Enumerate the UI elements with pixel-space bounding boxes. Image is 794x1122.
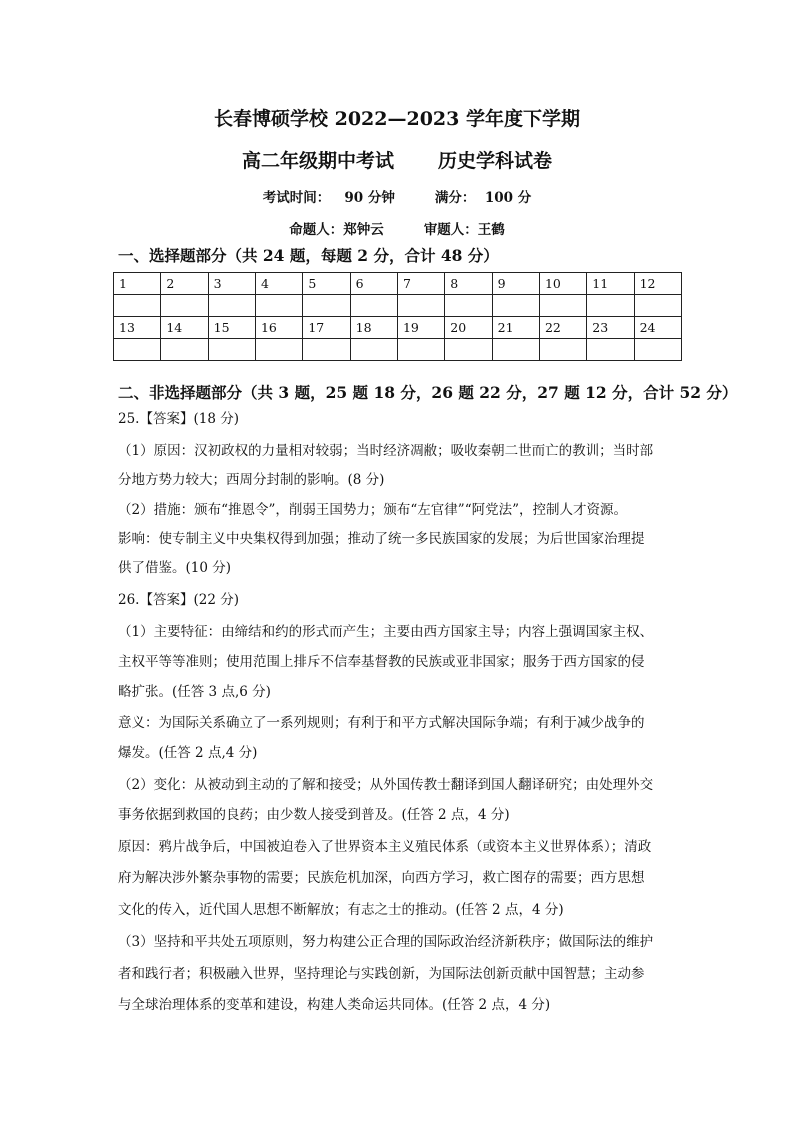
answer-cell[interactable] bbox=[208, 339, 255, 361]
table-cell: 23 bbox=[587, 317, 634, 339]
answer-line: 分地方势力较大；西周分封制的影响。(8 分) bbox=[118, 472, 385, 488]
table-cell: 15 bbox=[208, 317, 255, 339]
table-cell: 11 bbox=[587, 273, 634, 295]
time-label: 考试时间： bbox=[262, 190, 331, 206]
answer-cell[interactable] bbox=[350, 339, 397, 361]
answer-cell[interactable] bbox=[350, 295, 397, 317]
table-cell: 18 bbox=[350, 317, 397, 339]
table-cell: 20 bbox=[445, 317, 492, 339]
table-cell: 9 bbox=[492, 273, 539, 295]
section1-heading: 一、选择题部分（共 24 题，每题 2 分，合计 48 分） bbox=[118, 246, 499, 265]
answer-line: 者和践行者；积极融入世界，坚持理论与实践创新，为国际法创新贡献中国智慧；主动参 bbox=[118, 966, 645, 982]
answer-cell[interactable] bbox=[587, 295, 634, 317]
time-value: 90 分钟 bbox=[344, 190, 395, 206]
exam-title: 长春博硕学校 2022—2023 学年度下学期 bbox=[214, 108, 580, 130]
answer-line: （1）原因：汉初政权的力量相对较弱；当时经济凋敝；吸收秦朝二世而亡的教训；当时部 bbox=[118, 443, 654, 459]
score-value: 100 分 bbox=[484, 190, 532, 206]
grade-exam-label: 高二年级期中考试 bbox=[241, 150, 394, 172]
answer-line: （1）主要特征：由缔结和约的形式而产生；主要由西方国家主导；内容上强调国家主权、 bbox=[118, 624, 654, 640]
answer-cell[interactable] bbox=[208, 295, 255, 317]
answer-cell[interactable] bbox=[445, 295, 492, 317]
table-cell: 24 bbox=[634, 317, 681, 339]
table-cell: 7 bbox=[397, 273, 444, 295]
answer-line: （2）变化：从被动到主动的了解和接受；从外国传教士翻译到国人翻译研究；由处理外交 bbox=[118, 777, 654, 793]
table-cell: 8 bbox=[445, 273, 492, 295]
score-label: 满分： bbox=[434, 190, 476, 206]
answer-table bbox=[113, 272, 682, 361]
answer-line: 文化的传入，近代国人思想不断解放；有志之士的推动。(任答 2 点，4 分) bbox=[118, 902, 564, 918]
answer-cell[interactable] bbox=[161, 295, 208, 317]
table-cell: 2 bbox=[161, 273, 208, 295]
answer-line: 事务依据到救国的良药；由少数人接受到普及。(任答 2 点，4 分) bbox=[118, 807, 510, 823]
answer-line: 府为解决涉外繁杂事物的需要；民族危机加深，向西方学习，救亡图存的需要；西方思想 bbox=[118, 870, 645, 886]
table-cell: 22 bbox=[539, 317, 586, 339]
table-cell: 3 bbox=[208, 273, 255, 295]
table-cell: 19 bbox=[397, 317, 444, 339]
reviewer: 审题人：王鹤 bbox=[423, 222, 505, 238]
answer-line: 意义：为国际关系确立了一系列规则；有利于和平方式解决国际争端；有利于减少战争的 bbox=[118, 715, 645, 731]
table-cell: 10 bbox=[539, 273, 586, 295]
answer-cell[interactable] bbox=[492, 339, 539, 361]
answer-cell[interactable] bbox=[161, 339, 208, 361]
answer-cell[interactable] bbox=[114, 339, 161, 361]
answer-cell[interactable] bbox=[255, 295, 302, 317]
table-cell: 17 bbox=[303, 317, 350, 339]
exam-subtitle bbox=[0, 146, 794, 173]
answer-cell[interactable] bbox=[445, 339, 492, 361]
table-cell: 5 bbox=[303, 273, 350, 295]
table-cell: 6 bbox=[350, 273, 397, 295]
section2-heading: 二、非选择题部分（共 3 题，25 题 18 分，26 题 22 分，27 题 12 分，合计 52 分） bbox=[118, 383, 738, 402]
exam-authors bbox=[0, 218, 794, 238]
answer-line: （3）坚持和平共处五项原则，努力构建公正合理的国际政治经济新秩序；做国际法的维护 bbox=[118, 934, 654, 950]
answer-cell[interactable] bbox=[492, 295, 539, 317]
table-cell: 4 bbox=[255, 273, 302, 295]
answer-cell[interactable] bbox=[303, 295, 350, 317]
answer-line: 与全球治理体系的变革和建设，构建人类命运共同体。(任答 2 点，4 分) bbox=[118, 997, 551, 1013]
table-cell: 13 bbox=[114, 317, 161, 339]
answer-line: 略扩张。(任答 3 点,6 分) bbox=[118, 684, 271, 700]
table-row bbox=[114, 317, 682, 339]
table-cell: 21 bbox=[492, 317, 539, 339]
answer-cell[interactable] bbox=[539, 339, 586, 361]
answer-line: 原因：鸦片战争后，中国被迫卷入了世界资本主义殖民体系（或资本主义世界体系）；清政 bbox=[118, 839, 652, 855]
answer-cell[interactable] bbox=[397, 295, 444, 317]
answer-cell[interactable] bbox=[634, 295, 681, 317]
answer-cell[interactable] bbox=[539, 295, 586, 317]
answer-line: 26.【答案】(22 分) bbox=[118, 592, 239, 608]
table-cell: 16 bbox=[255, 317, 302, 339]
answer-cell[interactable] bbox=[397, 339, 444, 361]
answer-cell[interactable] bbox=[634, 339, 681, 361]
answer-line: 供了借鉴。(10 分) bbox=[118, 560, 232, 576]
answer-row bbox=[114, 295, 682, 317]
table-row bbox=[114, 273, 682, 295]
answer-cell[interactable] bbox=[114, 295, 161, 317]
answer-line: 25.【答案】(18 分) bbox=[118, 411, 239, 427]
table-cell: 14 bbox=[161, 317, 208, 339]
answer-row bbox=[114, 339, 682, 361]
answer-line: 影响：使专制主义中央集权得到加强；推动了统一多民族国家的发展；为后世国家治理提 bbox=[118, 531, 645, 547]
exam-info bbox=[0, 186, 794, 206]
answer-cell[interactable] bbox=[303, 339, 350, 361]
table-cell: 12 bbox=[634, 273, 681, 295]
answer-cell[interactable] bbox=[587, 339, 634, 361]
answer-line: 爆发。(任答 2 点,4 分) bbox=[118, 745, 258, 761]
answer-cell[interactable] bbox=[255, 339, 302, 361]
answer-line: 主权平等等准则；使用范围上排斥不信奉基督教的民族或亚非国家；服务于西方国家的侵 bbox=[118, 654, 645, 670]
table-cell: 1 bbox=[114, 273, 161, 295]
subject-label: 历史学科试卷 bbox=[438, 150, 553, 172]
answer-line: （2）措施：颁布“推恩令”，削弱王国势力；颁布“左官律”“阿党法”，控制人才资源。 bbox=[118, 502, 627, 518]
author: 命题人：郑钟云 bbox=[289, 222, 384, 238]
